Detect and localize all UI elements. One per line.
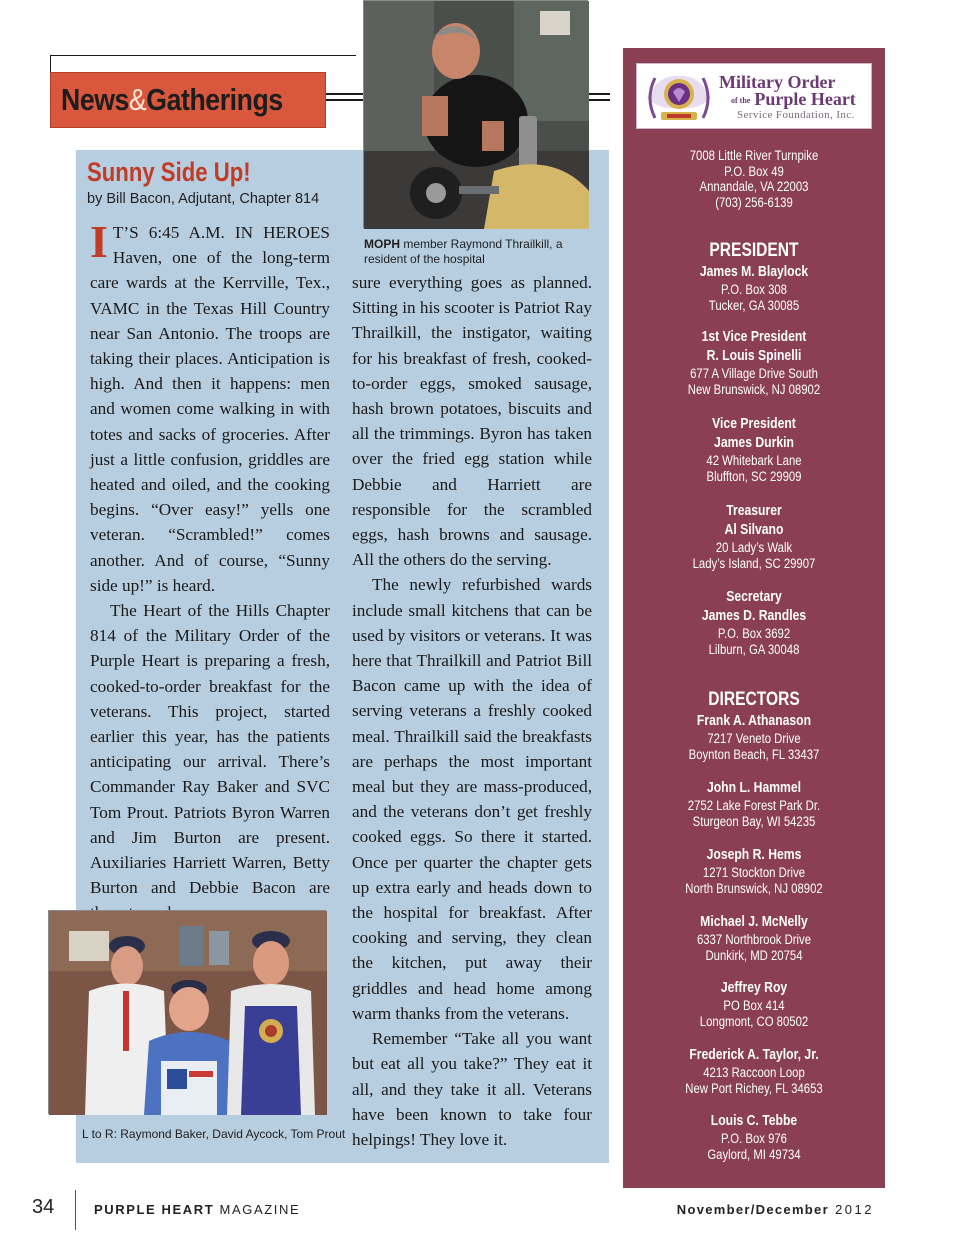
- director-name: John L. Hammel: [706, 780, 802, 796]
- story-column-1: [90, 216, 330, 910]
- officer-name: James D. Randles: [701, 608, 807, 624]
- story-byline: by Bill Bacon, Adjutant, Chapter 814: [87, 191, 320, 207]
- address-line: 42 Whitebark Lane: [706, 453, 802, 468]
- address-line: New Port Richey, FL 34653: [685, 1080, 823, 1096]
- president-block: [623, 240, 885, 313]
- address-line: 677 A Village Drive South: [690, 366, 818, 381]
- magazine-name-light: MAGAZINE: [214, 1202, 301, 1217]
- header-rule-top: [50, 55, 356, 56]
- header-rule-4: [588, 99, 610, 101]
- directors-block: [623, 689, 885, 762]
- director-name: Frederick A. Taylor, Jr.: [689, 1047, 819, 1063]
- story-paragraph: The Heart of the Hills Chapter 814 of the Military Order of the Purple Heart is preparing a fresh, cooked-to-order breakfast for the veterans. This project, started earlier this year, has the patients anticipating our arrival. There’s Commander Ray Baker and SVC Tom Prout. Patriots Byron Warren and Jim Burton are present. Auxiliaries Harriett Warren, Betty Burton and Debbie Bacon are: [90, 601, 330, 898]
- section-ampersand: &: [128, 82, 147, 117]
- address-line: 6337 Northbrook Drive: [696, 932, 812, 947]
- director-entry: [623, 1112, 885, 1162]
- photo-thrailkill-image: [364, 1, 589, 229]
- address-line: Tucker, GA 30085: [708, 297, 800, 313]
- story-paragraph: The newly refurbished wards include small kitchens that can be used by visitors or veterans. It was here that Thrailkill and Patriot Bill Bacon came up with the idea of serving veterans a freshly cooked meal. Thrailkill said the breakfasts are perhaps the most important meal but they are mass-produced, and the veterans don’t get freshly cooked eggs. So there it started. Once per quarter the chapter gets up extra early and heads down to the hospital for breakfast. After cooking and serving, they clean the kitchen, put away their griddles and head home among warm thanks from the veterans.: [352, 575, 592, 1023]
- story-paragraph: [90, 216, 330, 598]
- section-title: [61, 82, 283, 118]
- address-line: Bluffton, SC 29909: [706, 468, 802, 484]
- address-line: 2752 Lake Forest Park Dr.: [687, 798, 821, 813]
- officer-secretary: [623, 588, 885, 657]
- header-rule-2: [326, 99, 366, 101]
- address-line: P.O. Box 49: [724, 163, 784, 179]
- address-line: P.O. Box 3692: [717, 626, 791, 641]
- caption-text: member Raymond Thrailkill, a resident of the hospital: [364, 237, 563, 266]
- photo-thrailkill-caption: [364, 237, 594, 267]
- address-line: Boynton Beach, FL 33437: [688, 746, 820, 762]
- story-paragraph: Remember “Take all you want but eat all you take?” They eat it all, and they take it all. Veterans have been known to take four helpings! They love it.: [352, 1029, 592, 1149]
- story-text: T’S 6:45 A.M. IN HEROES Haven, one of the long-term care wards at the Kerrville, Tex., VAMC in the Texas Hill Country near San Antonio. The troops are taking their places. Anticipation is high. And then it happens: men and women come walking in with totes and sacks of groceries. After just a little confusion, griddles are heated and oiled, and the cooking begins. “Over easy!” yells one veteran. “Scrambled!” comes another. And of course, “Sunny side up!” is heard.: [90, 223, 330, 595]
- officer-name: James Durkin: [714, 435, 794, 451]
- section-word-gatherings: Gatherings: [146, 82, 283, 117]
- phone-number: (703) 256-6139: [715, 194, 793, 210]
- officer-treasurer: [623, 502, 885, 571]
- address-line: Lilburn, GA 30048: [708, 641, 800, 657]
- header-rule-1: [326, 93, 366, 95]
- directors-heading: DIRECTORS: [708, 689, 800, 710]
- page-number: 34: [32, 1196, 55, 1218]
- address-line: Lady’s Island, SC 29907: [692, 555, 816, 571]
- director-name: Jeffrey Roy: [720, 980, 788, 996]
- address-line: 1271 Stockton Drive: [702, 865, 806, 880]
- director-entry: [623, 846, 885, 896]
- logo-text-line2: [731, 89, 856, 110]
- address-line: 20 Lady’s Walk: [715, 540, 793, 555]
- purple-heart-emblem-icon: [641, 68, 717, 126]
- story-paragraph: sure everything goes as planned. Sitting in his scooter is Patriot Ray Thrailkill, the instigator, waiting for his breakfast of fresh, cooked-to-order eggs, smoked sausage, hash brown potatoes, biscuits and all the trimmings. Byron has taken over the fried egg station while Debbie and Harriett are responsible for the scrambled eggs, hash browns and sausage. All the others do the serving.: [352, 273, 592, 570]
- officer-name: R. Louis Spinelli: [706, 348, 802, 364]
- footer-divider: [75, 1190, 76, 1230]
- officer-title: 1st Vice President: [701, 329, 807, 345]
- address-line: P.O. Box 976: [721, 1131, 787, 1146]
- director-name: Joseph R. Hems: [706, 847, 802, 863]
- address-line: Dunkirk, MD 20754: [705, 947, 803, 963]
- section-banner: [50, 72, 326, 128]
- director-name: Louis C. Tebbe: [710, 1113, 798, 1129]
- magazine-name-bold: PURPLE HEART: [94, 1202, 215, 1217]
- header-rule-vertical: [50, 55, 51, 73]
- story-title: Sunny Side Up!: [87, 157, 251, 187]
- logo-of-the: of the: [731, 96, 751, 106]
- story-column-2: [352, 270, 592, 1160]
- issue-date: [677, 1202, 874, 1217]
- director-name: Michael J. McNelly: [700, 914, 808, 930]
- photo-three-men-image: [49, 911, 327, 1115]
- director-name: Frank A. Athanason: [696, 713, 812, 729]
- foundation-logo: [636, 63, 872, 129]
- address-line: New Brunswick, NJ 08902: [687, 381, 821, 397]
- officer-title: Secretary: [726, 589, 782, 605]
- address-line: North Brunswick, NJ 08902: [685, 880, 823, 896]
- caption-bold: MOPH: [364, 237, 400, 251]
- address-line: P.O. Box 308: [721, 282, 787, 297]
- address-line: 7008 Little River Turnpike: [689, 148, 819, 163]
- director-entry: [623, 779, 885, 829]
- officer-vice-president: [623, 415, 885, 484]
- photo-thrailkill: [363, 0, 588, 228]
- logo-purple-heart: Purple Heart: [754, 89, 856, 109]
- address-line: Annandale, VA 22003: [699, 179, 809, 194]
- logo-text-line3: Service Foundation, Inc.: [737, 109, 855, 121]
- officers-sidebar: [623, 48, 885, 1188]
- officer-1st-vice-president: [623, 328, 885, 397]
- issue-months: November/December: [676, 1202, 829, 1217]
- address-line: PO Box 414: [723, 998, 785, 1013]
- president-heading: PRESIDENT: [709, 240, 799, 261]
- issue-year: 2012: [828, 1202, 874, 1217]
- drop-cap: I: [90, 216, 108, 267]
- photo-three-men: [48, 910, 326, 1114]
- logo-text-line1: Military Order: [719, 72, 836, 92]
- director-entry: [623, 979, 885, 1029]
- magazine-name: [94, 1202, 300, 1217]
- address-line: Longmont, CO 80502: [699, 1013, 809, 1029]
- address-line: Sturgeon Bay, WI 54235: [692, 813, 816, 829]
- officer-name: Al Silvano: [724, 522, 784, 538]
- director-entry: [623, 1046, 885, 1096]
- president-name: James M. Blaylock: [699, 264, 809, 280]
- address-line: 4213 Raccoon Loop: [703, 1065, 805, 1080]
- foundation-address: [623, 148, 885, 210]
- photo-three-men-caption: L to R: Raymond Baker, David Aycock, Tom Prout: [82, 1127, 346, 1141]
- director-entry: [623, 913, 885, 963]
- header-rule-3: [588, 93, 610, 95]
- address-line: Gaylord, MI 49734: [707, 1146, 801, 1162]
- address-line: 7217 Veneto Drive: [707, 731, 801, 746]
- officer-title: Treasurer: [726, 503, 782, 519]
- officer-title: Vice President: [712, 416, 796, 432]
- section-word-news: News: [61, 82, 129, 117]
